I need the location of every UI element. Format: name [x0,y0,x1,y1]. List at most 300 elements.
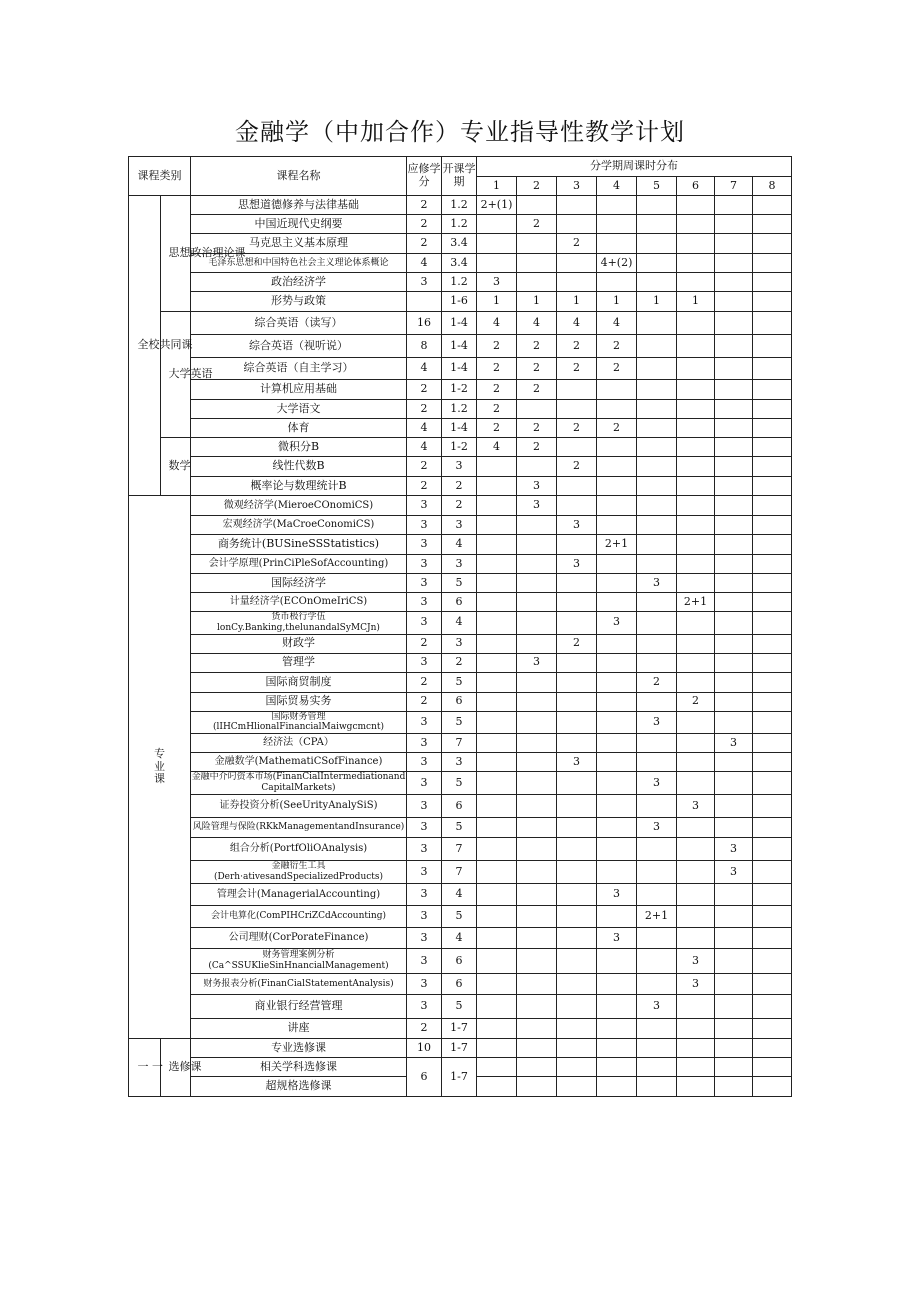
course-row [129,1039,792,1058]
weekly-hours-sem7: 3 [715,838,753,861]
course-row [129,653,792,672]
course-row [129,795,792,818]
weekly-hours-sem5: 2 [637,672,677,692]
weekly-hours-sem1 [477,593,517,612]
weekly-hours-sem2 [517,838,557,861]
course-row [129,457,792,477]
course-row [129,753,792,772]
course-semester: 3 [442,555,477,574]
weekly-hours-sem5 [637,692,677,711]
weekly-hours-sem4 [597,634,637,653]
weekly-hours-sem8 [753,1058,792,1077]
weekly-hours-sem5 [637,457,677,477]
weekly-hours-sem6 [677,818,715,838]
weekly-hours-sem8 [753,795,792,818]
course-row [129,995,792,1019]
weekly-hours-sem3 [557,1039,597,1058]
weekly-hours-sem5 [637,380,677,400]
weekly-hours-sem8 [753,672,792,692]
weekly-hours-sem6 [677,400,715,419]
weekly-hours-sem6 [677,555,715,574]
weekly-hours-sem8 [753,273,792,292]
weekly-hours-sem5 [637,234,677,254]
course-semester: 5 [442,995,477,1019]
course-credits: 3 [407,555,442,574]
weekly-hours-sem8 [753,772,792,795]
weekly-hours-sem8 [753,516,792,535]
course-semester: 3 [442,634,477,653]
course-row [129,555,792,574]
course-semester: 1-4 [442,358,477,380]
page-title: 金融学（中加合作）专业指导性教学计划 [235,118,685,146]
weekly-hours-sem7 [715,711,753,734]
course-semester: 1-4 [442,335,477,358]
weekly-hours-sem7 [715,818,753,838]
weekly-hours-sem6 [677,358,715,380]
course-row [129,292,792,312]
course-row [129,711,792,734]
weekly-hours-sem8 [753,906,792,928]
weekly-hours-sem1 [477,234,517,254]
group-common: 全校共同课 [129,196,161,496]
course-semester: 1-7 [442,1039,477,1058]
weekly-hours-sem7 [715,438,753,457]
weekly-hours-sem2: 3 [517,653,557,672]
weekly-hours-sem2 [517,196,557,215]
weekly-hours-sem1 [477,634,517,653]
weekly-hours-sem7 [715,215,753,234]
weekly-hours-sem1 [477,906,517,928]
course-row [129,358,792,380]
weekly-hours-sem8 [753,753,792,772]
weekly-hours-sem8 [753,818,792,838]
weekly-hours-sem8 [753,634,792,653]
course-name: 财政学 [191,634,407,653]
weekly-hours-sem1 [477,254,517,273]
course-name: 微观经济学(MieroeCOnomiCS) [191,496,407,516]
weekly-hours-sem7 [715,292,753,312]
weekly-hours-sem5 [637,419,677,438]
weekly-hours-sem4 [597,1058,637,1077]
weekly-hours-sem2: 2 [517,419,557,438]
course-row [129,818,792,838]
weekly-hours-sem4: 1 [597,292,637,312]
weekly-hours-sem1 [477,974,517,995]
weekly-hours-sem2 [517,795,557,818]
weekly-hours-sem2 [517,234,557,254]
course-credits: 2 [407,380,442,400]
weekly-hours-sem2: 2 [517,335,557,358]
header-distribution: 分学期周课时分布 [477,157,792,177]
weekly-hours-sem4 [597,906,637,928]
weekly-hours-sem6 [677,672,715,692]
weekly-hours-sem4 [597,196,637,215]
course-name: 经济法（CPA） [191,734,407,753]
course-semester: 7 [442,861,477,884]
weekly-hours-sem7 [715,949,753,974]
course-name: 会计电算化(ComPIHCriZCdAccounting) [191,906,407,928]
weekly-hours-sem7 [715,612,753,635]
course-credits: 3 [407,593,442,612]
course-row [129,380,792,400]
weekly-hours-sem1 [477,457,517,477]
course-name: 组合分析(PortfOliOAnalysis) [191,838,407,861]
course-row [129,884,792,906]
weekly-hours-sem6 [677,1077,715,1097]
course-name: 毛泽东思想和中国特色社会主义理论体系概论 [191,254,407,273]
weekly-hours-sem1: 2+(1) [477,196,517,215]
weekly-hours-sem4 [597,818,637,838]
weekly-hours-sem5 [637,795,677,818]
weekly-hours-sem3 [557,438,597,457]
weekly-hours-sem3 [557,593,597,612]
weekly-hours-sem3 [557,612,597,635]
weekly-hours-sem6 [677,496,715,516]
weekly-hours-sem5 [637,1058,677,1077]
course-row [129,634,792,653]
weekly-hours-sem8 [753,312,792,335]
header-semester: 开课学期 [442,157,477,196]
course-credits: 3 [407,711,442,734]
weekly-hours-sem6 [677,753,715,772]
weekly-hours-sem6 [677,419,715,438]
course-name: 公司理财(CorPorateFinance) [191,928,407,949]
weekly-hours-sem5 [637,593,677,612]
weekly-hours-sem8 [753,995,792,1019]
course-row [129,692,792,711]
weekly-hours-sem8 [753,496,792,516]
weekly-hours-sem2: 1 [517,292,557,312]
weekly-hours-sem3: 1 [557,292,597,312]
weekly-hours-sem8 [753,535,792,555]
weekly-hours-sem3 [557,711,597,734]
weekly-hours-sem5: 3 [637,574,677,593]
weekly-hours-sem7 [715,380,753,400]
weekly-hours-sem5 [637,496,677,516]
weekly-hours-sem3 [557,254,597,273]
weekly-hours-sem7 [715,335,753,358]
weekly-hours-sem6: 3 [677,795,715,818]
weekly-hours-sem8 [753,1039,792,1058]
course-row [129,1019,792,1039]
weekly-hours-sem1 [477,1039,517,1058]
weekly-hours-sem7 [715,254,753,273]
course-semester: 6 [442,974,477,995]
course-semester: 4 [442,535,477,555]
weekly-hours-sem6: 1 [677,292,715,312]
course-name: 金融数学(MathematiCSofFinance) [191,753,407,772]
weekly-hours-sem6 [677,196,715,215]
course-name: 计量经济学(ECOnOmeIriCS) [191,593,407,612]
weekly-hours-sem5 [637,312,677,335]
weekly-hours-sem4 [597,795,637,818]
weekly-hours-sem4 [597,734,637,753]
course-row [129,312,792,335]
weekly-hours-sem3 [557,995,597,1019]
course-row [129,400,792,419]
weekly-hours-sem1 [477,535,517,555]
course-row [129,438,792,457]
weekly-hours-sem6 [677,906,715,928]
weekly-hours-sem1 [477,1058,517,1077]
weekly-hours-sem3 [557,884,597,906]
weekly-hours-sem1 [477,884,517,906]
weekly-hours-sem2 [517,400,557,419]
semester-2: 2 [517,177,557,196]
weekly-hours-sem3: 2 [557,335,597,358]
weekly-hours-sem5 [637,1039,677,1058]
course-credits: 3 [407,574,442,593]
weekly-hours-sem1 [477,818,517,838]
course-row [129,496,792,516]
weekly-hours-sem6 [677,928,715,949]
weekly-hours-sem4 [597,653,637,672]
weekly-hours-sem5 [637,753,677,772]
course-name: 专业选修课 [191,1039,407,1058]
weekly-hours-sem4 [597,753,637,772]
weekly-hours-sem1 [477,949,517,974]
course-credits: 3 [407,653,442,672]
course-row [129,477,792,496]
weekly-hours-sem8 [753,949,792,974]
weekly-hours-sem5 [637,734,677,753]
weekly-hours-sem2: 3 [517,496,557,516]
weekly-hours-sem8 [753,1077,792,1097]
weekly-hours-sem6 [677,234,715,254]
course-row [129,672,792,692]
weekly-hours-sem8 [753,335,792,358]
weekly-hours-sem2 [517,273,557,292]
course-name: 思想道德修养与法律基础 [191,196,407,215]
course-semester: 1-7 [442,1019,477,1039]
weekly-hours-sem4 [597,772,637,795]
course-semester: 5 [442,574,477,593]
course-credits: 3 [407,995,442,1019]
course-row [129,838,792,861]
course-credits: 3 [407,772,442,795]
semester-7: 7 [715,177,753,196]
weekly-hours-sem5 [637,196,677,215]
weekly-hours-sem2: 2 [517,380,557,400]
weekly-hours-sem8 [753,653,792,672]
course-name: 计算机应用基础 [191,380,407,400]
weekly-hours-sem7 [715,196,753,215]
weekly-hours-sem7 [715,906,753,928]
weekly-hours-sem1: 2 [477,419,517,438]
course-name: 国际经济学 [191,574,407,593]
weekly-hours-sem4 [597,672,637,692]
course-semester: 4 [442,612,477,635]
weekly-hours-sem3 [557,818,597,838]
course-semester: 5 [442,772,477,795]
weekly-hours-sem3 [557,672,597,692]
weekly-hours-sem4: 3 [597,884,637,906]
weekly-hours-sem4 [597,692,637,711]
weekly-hours-sem1 [477,734,517,753]
weekly-hours-sem6 [677,335,715,358]
course-name: 货币极行学伍 lonCy.Banking,thelunandalSyMCJn) [191,612,407,635]
weekly-hours-sem3: 2 [557,419,597,438]
course-credits: 4 [407,419,442,438]
weekly-hours-sem5 [637,653,677,672]
weekly-hours-sem3 [557,906,597,928]
weekly-hours-sem2 [517,995,557,1019]
weekly-hours-sem7 [715,535,753,555]
weekly-hours-sem4 [597,974,637,995]
course-credits: 2 [407,234,442,254]
weekly-hours-sem4 [597,574,637,593]
course-name: 国际贸易实务 [191,692,407,711]
course-credits: 3 [407,795,442,818]
weekly-hours-sem2 [517,634,557,653]
weekly-hours-sem3 [557,380,597,400]
weekly-hours-sem8 [753,457,792,477]
weekly-hours-sem5 [637,612,677,635]
course-semester: 5 [442,906,477,928]
course-semester: 5 [442,818,477,838]
semester-6: 6 [677,177,715,196]
weekly-hours-sem7 [715,995,753,1019]
weekly-hours-sem2 [517,928,557,949]
weekly-hours-sem5: 3 [637,818,677,838]
weekly-hours-sem6 [677,838,715,861]
weekly-hours-sem5 [637,634,677,653]
weekly-hours-sem1 [477,838,517,861]
weekly-hours-sem3: 2 [557,457,597,477]
group-english: 大学英语 [161,312,191,438]
course-name: 管理会计(ManagerialAccounting) [191,884,407,906]
weekly-hours-sem2 [517,974,557,995]
weekly-hours-sem1 [477,653,517,672]
weekly-hours-sem4 [597,995,637,1019]
group-major: 专业课 [129,496,191,1039]
weekly-hours-sem4 [597,861,637,884]
course-name: 综合英语（视听说） [191,335,407,358]
weekly-hours-sem5: 2+1 [637,906,677,928]
course-row [129,593,792,612]
weekly-hours-sem5 [637,928,677,949]
header-row [129,157,792,177]
weekly-hours-sem1 [477,772,517,795]
weekly-hours-sem2: 2 [517,215,557,234]
weekly-hours-sem4 [597,1077,637,1097]
weekly-hours-sem7 [715,273,753,292]
weekly-hours-sem1 [477,574,517,593]
group-math: 数学 [161,438,191,496]
weekly-hours-sem3: 3 [557,753,597,772]
weekly-hours-sem2 [517,672,557,692]
course-semester: 5 [442,711,477,734]
course-row [129,574,792,593]
weekly-hours-sem8 [753,593,792,612]
weekly-hours-sem5 [637,438,677,457]
course-credits: 2 [407,477,442,496]
weekly-hours-sem3: 3 [557,555,597,574]
weekly-hours-sem7 [715,400,753,419]
semester-5: 5 [637,177,677,196]
weekly-hours-sem3 [557,653,597,672]
weekly-hours-sem1 [477,555,517,574]
weekly-hours-sem8 [753,974,792,995]
weekly-hours-sem1: 2 [477,335,517,358]
course-credits: 3 [407,535,442,555]
course-name: 国际财务管理(lIHCmHlionalFinancialMaiwgcmcnt) [191,711,407,734]
weekly-hours-sem6 [677,457,715,477]
weekly-hours-sem7 [715,358,753,380]
course-credits: 4 [407,358,442,380]
weekly-hours-sem5 [637,477,677,496]
weekly-hours-sem7 [715,884,753,906]
weekly-hours-sem8 [753,292,792,312]
course-semester: 1-6 [442,292,477,312]
weekly-hours-sem5: 3 [637,711,677,734]
weekly-hours-sem8 [753,884,792,906]
course-name: 财务报表分析(FinanCialStatementAnalysis) [191,974,407,995]
weekly-hours-sem8 [753,438,792,457]
weekly-hours-sem4 [597,380,637,400]
semester-4: 4 [597,177,637,196]
weekly-hours-sem7 [715,593,753,612]
weekly-hours-sem7 [715,753,753,772]
weekly-hours-sem7 [715,496,753,516]
course-credits: 2 [407,672,442,692]
semester-8: 8 [753,177,792,196]
weekly-hours-sem1 [477,995,517,1019]
weekly-hours-sem8 [753,692,792,711]
course-semester: 6 [442,593,477,612]
weekly-hours-sem8 [753,380,792,400]
teaching-plan-table [128,156,792,1097]
weekly-hours-sem1 [477,612,517,635]
course-semester: 3.4 [442,234,477,254]
course-credits: 3 [407,818,442,838]
course-semester: 4 [442,884,477,906]
course-name: 金融中介叼资本市场(FinanCialIntermediationand CapitalMarkets) [191,772,406,794]
course-semester: 2 [442,477,477,496]
weekly-hours-sem5: 3 [637,995,677,1019]
course-credits: 2 [407,1019,442,1039]
weekly-hours-sem7 [715,1077,753,1097]
weekly-hours-sem6: 3 [677,949,715,974]
weekly-hours-sem4 [597,949,637,974]
weekly-hours-sem5 [637,949,677,974]
course-semester: 1.2 [442,215,477,234]
weekly-hours-sem3: 2 [557,234,597,254]
course-semester: 3 [442,753,477,772]
weekly-hours-sem5 [637,516,677,535]
weekly-hours-sem4: 2+1 [597,535,637,555]
course-name: 马克思主义基本原理 [191,234,407,254]
weekly-hours-sem7 [715,672,753,692]
course-credits: 2 [407,215,442,234]
weekly-hours-sem6 [677,535,715,555]
weekly-hours-sem7 [715,772,753,795]
weekly-hours-sem8 [753,196,792,215]
weekly-hours-sem3 [557,692,597,711]
course-row [129,734,792,753]
course-credits: 4 [407,438,442,457]
course-name: 讲座 [191,1019,407,1039]
weekly-hours-sem3 [557,196,597,215]
weekly-hours-sem5 [637,884,677,906]
weekly-hours-sem5 [637,358,677,380]
group-politics: 思想政治理论课 [161,196,191,312]
course-credits: 2 [407,692,442,711]
weekly-hours-sem8 [753,215,792,234]
weekly-hours-sem1 [477,795,517,818]
weekly-hours-sem3 [557,1019,597,1039]
course-semester: 1.2 [442,273,477,292]
